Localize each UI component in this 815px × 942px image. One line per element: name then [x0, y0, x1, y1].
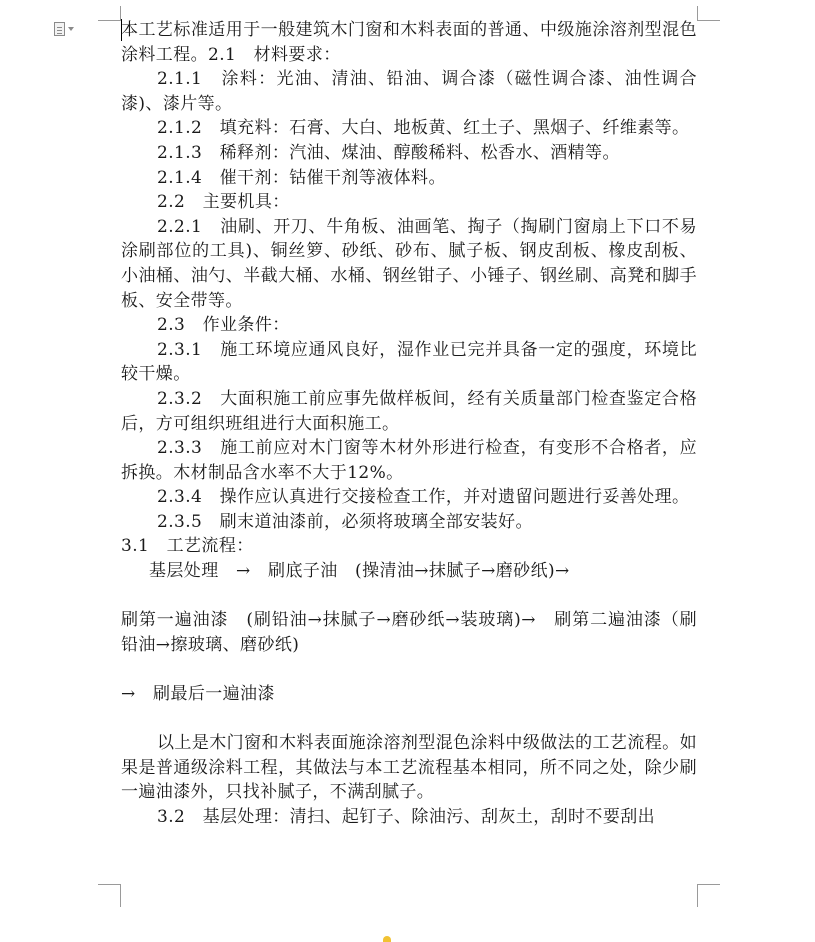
heading-2-2: 2.2 主要机具： [157, 192, 290, 213]
paragraph-2-3-4: 2.3.4 操作应认真进行交接检查工作，并对遗留问题进行妥善处理。 [157, 487, 690, 508]
paragraph-2-2-1: 2.2.1 油刷、开刀、牛角板、油画笔、掏子（掏刷门窗扇上下口不易涂刷部位的工具)、铜丝箩、砂纸、砂布、腻子板、钢皮刮板、橡皮刮板、小油桶、油勺、半截大桶、水桶、钢丝钳子、小锤子、钢丝刷、高凳和脚手板、安全带等。 [121, 216, 697, 311]
blank-line [121, 584, 697, 609]
crop-mark-top-right [697, 6, 720, 21]
paragraph-2-1-2: 2.1.2 填充料：石膏、大白、地板黄、红土子、黑烟子、纤维素等。 [157, 118, 690, 139]
blank-line [121, 657, 697, 682]
document-icon [54, 22, 65, 36]
chevron-down-icon [68, 27, 74, 31]
paragraph-2-1-1: 2.1.1 涂料：光油、清油、铅油、调合漆（磁性调合漆、油性调合漆)、漆片等。 [121, 69, 697, 114]
crop-mark-bottom-right [697, 884, 720, 907]
paragraph-intro: 本工艺标准适用于一般建筑木门窗和木料表面的普通、中级施涂溶剂型混色涂料工程。2.1 材料要求： [121, 20, 697, 65]
paragraph-3-2: 3.2 基层处理：清扫、起钉子、除油污、刮灰土，刮时不要刮出 [157, 807, 656, 827]
paragraph-menu-button[interactable] [54, 22, 74, 36]
paragraph-2-3-1: 2.3.1 施工环境应通风良好，湿作业已完并具备一定的强度，环境比较干燥。 [121, 339, 697, 385]
heading-2-3: 2.3 作业条件： [157, 315, 290, 336]
process-flow-step-3: → 刷最后一遍油漆 [121, 684, 275, 705]
blank-line [121, 707, 697, 732]
process-flow-step-1: 基层处理 → 刷底子油 (操清油→抹腻子→磨砂纸)→ [149, 561, 570, 582]
process-flow-step-2: 刷第一遍油漆 (刷铅油→抹腻子→磨砂纸→装玻璃)→ 刷第二遍油漆（刷铅油→擦玻璃、磨砂纸) [121, 610, 697, 655]
paragraph-2-1-4: 2.1.4 催干剂：钴催干剂等液体料。 [157, 167, 446, 188]
page-footer-marker [383, 936, 391, 942]
crop-mark-top-left [98, 6, 121, 21]
paragraph-2-1-3: 2.1.3 稀释剂：汽油、煤油、醇酸稀料、松香水、酒精等。 [157, 142, 620, 163]
paragraph-2-3-3: 2.3.3 施工前应对木门窗等木材外形进行检查，有变形不合格者，应拆换。木材制品含水率不大于12%。 [121, 438, 697, 483]
paragraph-2-3-5: 2.3.5 刷末道油漆前，必须将玻璃全部安装好。 [157, 511, 533, 532]
heading-3-1: 3.1 工艺流程： [121, 536, 254, 557]
crop-mark-bottom-left [98, 884, 121, 907]
document-body[interactable] [121, 18, 697, 830]
paragraph-2-3-2: 2.3.2 大面积施工前应事先做样板间，经有关质量部门检查鉴定合格后，方可组织班组进行大面积施工。 [121, 388, 697, 434]
paragraph-process-note: 以上是木门窗和木料表面施涂溶剂型混色涂料中级做法的工艺流程。如果是普通级涂料工程，其做法与本工艺流程基本相同，所不同之处，除少刷一遍油漆外，只找补腻子，不满刮腻子。 [121, 733, 697, 803]
